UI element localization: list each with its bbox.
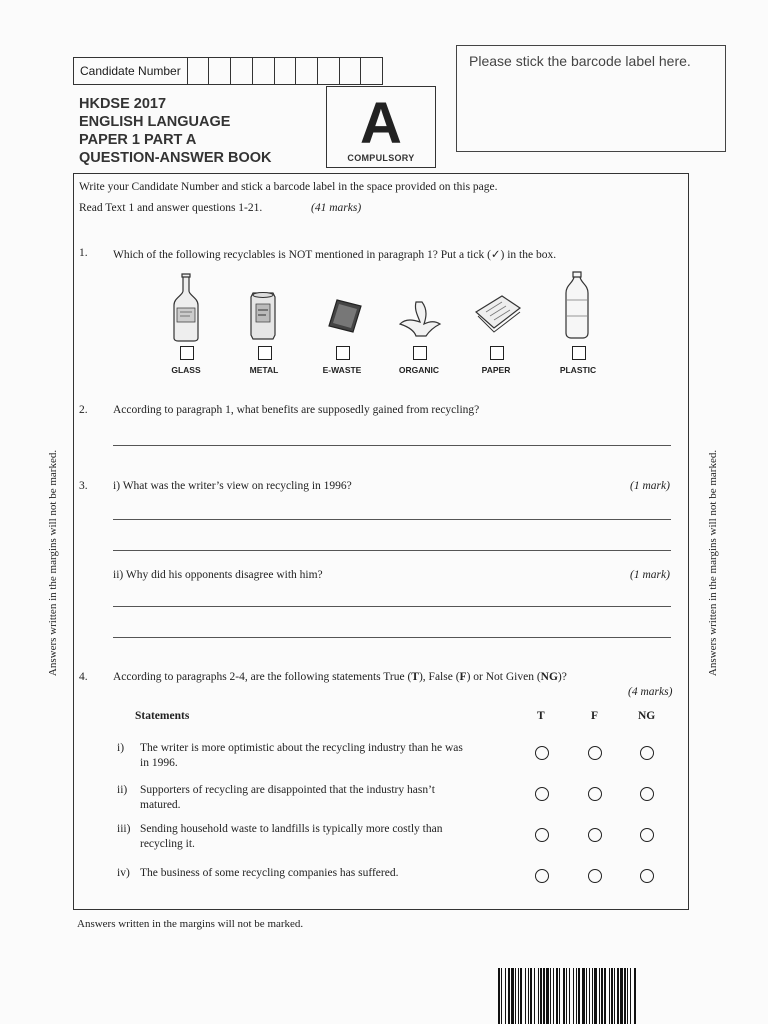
instruction-line-1: Write your Candidate Number and stick a barcode label in the space provided on this page.: [79, 181, 498, 193]
candidate-digit-cell[interactable]: [318, 58, 340, 84]
statement-text: in 1996.: [140, 757, 178, 769]
answer-circle-f[interactable]: [588, 869, 602, 883]
answer-line[interactable]: [113, 445, 671, 446]
part-letter: A: [360, 91, 402, 156]
barcode-graphic: [498, 968, 718, 1024]
option-metal-checkbox[interactable]: [258, 346, 272, 360]
q4-text-not-given: NG: [540, 671, 558, 683]
option-organic-checkbox[interactable]: [413, 346, 427, 360]
question-2-text: According to paragraph 1, what benefits are supposedly gained from recycling?: [113, 404, 480, 416]
option-label: E-WASTE: [322, 365, 362, 375]
answer-circle-t[interactable]: [535, 828, 549, 842]
answer-line[interactable]: [113, 550, 671, 551]
e-waste-icon: [325, 296, 365, 336]
answer-circle-t[interactable]: [535, 869, 549, 883]
option-plastic-checkbox[interactable]: [572, 346, 586, 360]
question-1-text: Which of the following recyclables is NOT mentioned in paragraph 1? Put a tick (✓) in the box.: [113, 249, 557, 261]
exam-title-line: HKDSE 2017: [79, 96, 167, 112]
answer-line[interactable]: [113, 606, 671, 607]
col-header-f: F: [591, 710, 599, 722]
option-label: METAL: [249, 365, 279, 375]
candidate-digit-cell[interactable]: [275, 58, 297, 84]
paper-icon: [472, 290, 524, 338]
candidate-number-label: Candidate Number: [74, 58, 188, 84]
answer-circle-ng[interactable]: [640, 869, 654, 883]
plastic-bottle-icon: [562, 270, 592, 342]
exam-title: [79, 95, 272, 167]
answer-circle-ng[interactable]: [640, 828, 654, 842]
statement-text: Supporters of recycling are disappointed that the industry hasn’t: [140, 784, 435, 796]
answer-line[interactable]: [113, 637, 671, 638]
question-4-number: 4.: [79, 671, 88, 683]
candidate-digit-cell[interactable]: [188, 58, 210, 84]
statement-text: matured.: [140, 799, 181, 811]
exam-title-line: QUESTION-ANSWER BOOK: [79, 150, 272, 166]
statements-header: Statements: [135, 710, 190, 722]
exam-title-line: PAPER 1 PART A: [79, 132, 197, 148]
candidate-digit-cell[interactable]: [253, 58, 275, 84]
compulsory-label: COMPULSORY: [347, 153, 415, 163]
question-3-part-ii: ii) Why did his opponents disagree with him?: [113, 569, 323, 581]
answer-circle-t[interactable]: [535, 787, 549, 801]
question-3-part-ii-marks: (1 mark): [630, 569, 670, 581]
statement-text: The business of some recycling companies has suffered.: [140, 867, 399, 879]
statement-text: The writer is more optimistic about the recycling industry than he was: [140, 742, 463, 754]
question-3-part-i: i) What was the writer’s view on recycling in 1996?: [113, 480, 352, 492]
question-3-number: 3.: [79, 480, 88, 492]
answer-circle-f[interactable]: [588, 787, 602, 801]
option-paper-checkbox[interactable]: [490, 346, 504, 360]
right-margin-note: Answers written in the margins will not be marked.: [707, 449, 719, 677]
question-2-number: 2.: [79, 404, 88, 416]
candidate-digit-cell[interactable]: [231, 58, 253, 84]
barcode-instruction: Please stick the barcode label here.: [469, 53, 691, 69]
q4-text-part: According to paragraphs 2-4, are the following statements True (: [113, 671, 412, 683]
exam-title-line: ENGLISH LANGUAGE: [79, 114, 231, 130]
bottom-margin-note: Answers written in the margins will not be marked.: [77, 918, 304, 930]
instruction-line-2: Read Text 1 and answer questions 1-21.: [79, 202, 263, 214]
barcode-label-area[interactable]: [456, 45, 726, 152]
answer-line[interactable]: [113, 519, 671, 520]
q4-text-part: ), False (: [418, 671, 460, 683]
statement-num: iii): [117, 823, 131, 835]
statement-num: iv): [117, 867, 130, 879]
question-3-part-i-marks: (1 mark): [630, 480, 670, 492]
q4-text-part: ) or Not Given (: [466, 671, 541, 683]
option-label: GLASS: [171, 365, 201, 375]
candidate-digit-cell[interactable]: [340, 58, 362, 84]
option-label: PAPER: [481, 365, 511, 375]
part-a-box: [326, 86, 436, 168]
q4-text-false: F: [459, 671, 467, 683]
candidate-digit-cell[interactable]: [296, 58, 318, 84]
option-label: PLASTIC: [559, 365, 597, 375]
metal-can-icon: [248, 290, 278, 342]
option-label: ORGANIC: [398, 365, 440, 375]
candidate-digit-cell[interactable]: [209, 58, 231, 84]
answer-circle-f[interactable]: [588, 828, 602, 842]
total-marks: (41 marks): [311, 202, 362, 214]
left-margin-note: Answers written in the margins will not be marked.: [47, 449, 59, 677]
col-header-t: T: [537, 710, 545, 722]
question-4-marks: (4 marks): [628, 686, 673, 698]
candidate-number-box: [73, 57, 383, 85]
col-header-ng: NG: [638, 710, 656, 722]
q4-text-true: T: [411, 671, 419, 683]
question-1-number: 1.: [79, 247, 88, 259]
answer-circle-t[interactable]: [535, 746, 549, 760]
option-e-waste-checkbox[interactable]: [336, 346, 350, 360]
option-glass-checkbox[interactable]: [180, 346, 194, 360]
glass-bottle-icon: [168, 272, 204, 342]
q4-text-part: )?: [557, 671, 567, 683]
question-4-text: [113, 671, 567, 683]
answer-circle-ng[interactable]: [640, 787, 654, 801]
candidate-digit-cell[interactable]: [361, 58, 382, 84]
answer-circle-f[interactable]: [588, 746, 602, 760]
statement-num: i): [117, 742, 125, 754]
answer-circle-ng[interactable]: [640, 746, 654, 760]
statement-text: Sending household waste to landfills is typically more costly than: [140, 823, 443, 835]
statement-num: ii): [117, 784, 128, 796]
statement-text: recycling it.: [140, 838, 195, 850]
banana-peel-icon: [396, 298, 442, 340]
